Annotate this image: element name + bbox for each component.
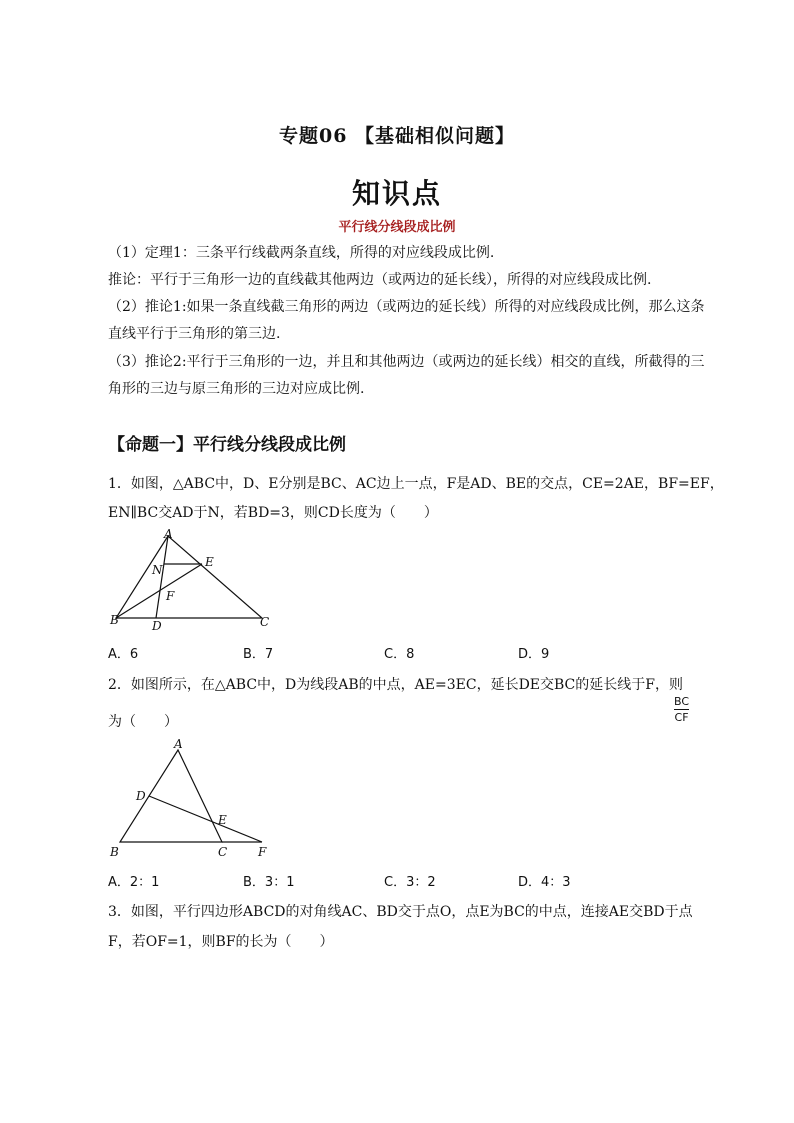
document-title: 专题06 【基础相似问题】 bbox=[278, 125, 516, 147]
q2-fraction-numerator: BC bbox=[674, 695, 690, 708]
q2-fraction-denominator: CF bbox=[674, 711, 689, 724]
q1-line-2: EN∥BC交AD于N，若BD=3，则CD长度为（ ） bbox=[108, 505, 438, 521]
q2-label-c: C bbox=[218, 845, 228, 859]
knowledge-heading: 知识点 bbox=[351, 177, 442, 210]
knowledge-line-3: （2）推论1:如果一条直线截三角形的两边（或两边的延长线）所得的对应线段成比例，那么这条 bbox=[108, 299, 705, 315]
q2-option-b[interactable]: B．3：1 bbox=[243, 875, 295, 890]
q1-line-1: 1．如图，△ABC中，D、E分别是BC、AC边上一点，F是AD、BE的交点，CE=2AE，BF=EF， bbox=[108, 476, 724, 492]
q3-line-1: 3．如图，平行四边形ABCD的对角线AC、BD交于点O，点E为BC的中点，连接AE交BD于点 bbox=[108, 904, 693, 920]
q2-option-a[interactable]: A．2：1 bbox=[108, 875, 160, 890]
knowledge-line-6: 角形的三边与原三角形的三边对应成比例. bbox=[108, 381, 365, 397]
knowledge-line-1: （1）定理1：三条平行线截两条直线，所得的对应线段成比例. bbox=[108, 245, 495, 261]
q2-label-f: F bbox=[258, 845, 267, 859]
q3-line-2: F，若OF=1，则BF的长为（ ） bbox=[108, 934, 334, 950]
q2-option-c[interactable]: C．3：2 bbox=[384, 875, 436, 890]
q2-option-d[interactable]: D．4：3 bbox=[518, 875, 571, 890]
q1-label-c: C bbox=[260, 615, 270, 629]
q2-label-e: E bbox=[218, 813, 227, 827]
q2-line-1: 2．如图所示，在△ABC中，D为线段AB的中点，AE=3EC，延长DE交BC的延长线于F，则 bbox=[108, 677, 683, 693]
knowledge-line-4: 直线平行于三角形的第三边. bbox=[108, 326, 281, 342]
q1-option-a[interactable]: A．6 bbox=[108, 647, 139, 662]
q2-label-d: D bbox=[136, 789, 146, 803]
knowledge-subheading: 平行线分线段成比例 bbox=[338, 220, 456, 235]
q2-triangle-figure bbox=[104, 736, 284, 862]
q1-label-d: D bbox=[152, 619, 162, 632]
q1-label-n: N bbox=[152, 563, 163, 577]
q2-line-2: 为（ ） bbox=[108, 714, 178, 730]
q2-label-b: B bbox=[110, 845, 119, 859]
q1-label-e: E bbox=[205, 555, 214, 569]
q1-label-b: B bbox=[110, 613, 119, 627]
knowledge-line-2: 推论：平行于三角形一边的直线截其他两边（或两边的延长线），所得的对应线段成比例. bbox=[108, 272, 652, 288]
q1-option-d[interactable]: D．9 bbox=[518, 647, 550, 662]
q1-label-f: F bbox=[166, 589, 175, 603]
q1-triangle-figure bbox=[104, 528, 284, 632]
q1-option-b[interactable]: B．7 bbox=[243, 647, 274, 662]
q2-label-a: A bbox=[174, 737, 183, 751]
q1-label-a: A bbox=[164, 528, 173, 541]
q1-option-c[interactable]: C．8 bbox=[384, 647, 415, 662]
knowledge-line-5: （3）推论2:平行于三角形的一边，并且和其他两边（或两边的延长线）相交的直线，所截得的三 bbox=[108, 354, 705, 370]
section-title: 【命题一】平行线分线段成比例 bbox=[108, 435, 346, 455]
